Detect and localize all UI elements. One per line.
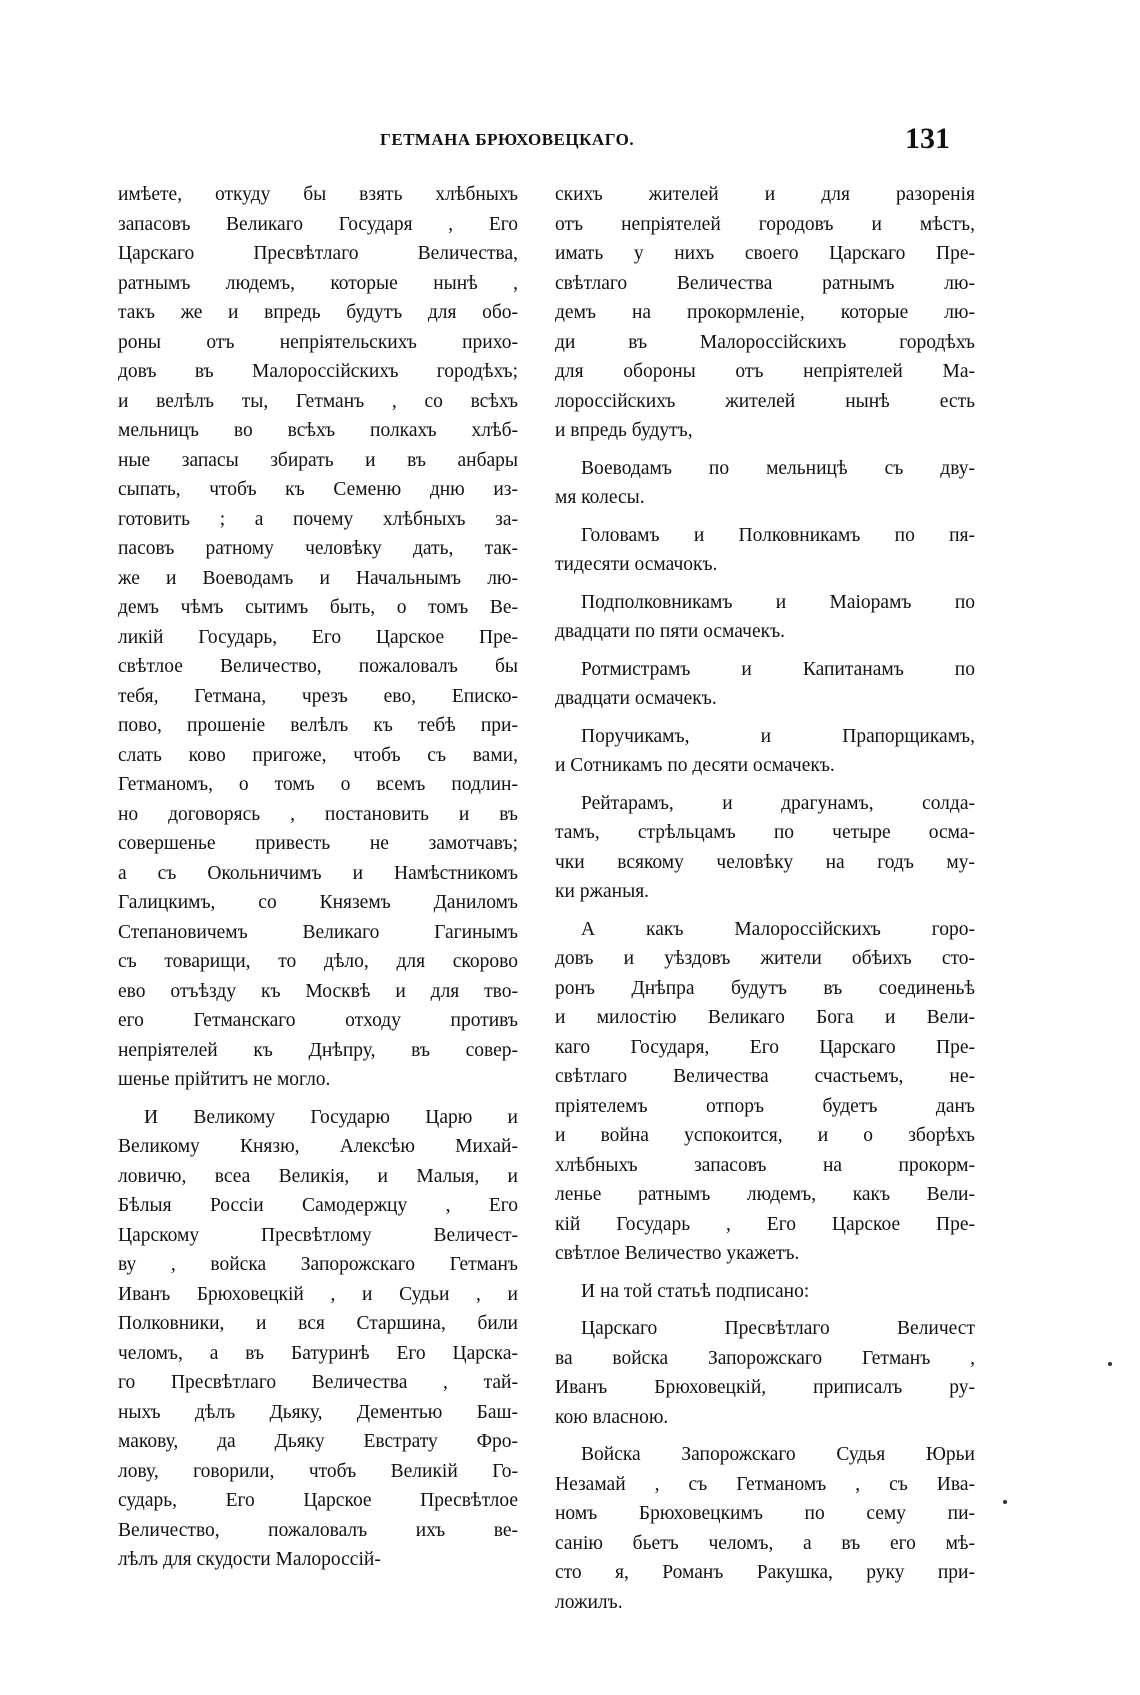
text-line: отъ непріятелей городовъ и мѣстъ, [555, 213, 975, 235]
text-line: Иванъ Брюховецкій, приписалъ ру- [555, 1377, 975, 1398]
text-line: ва войска Запорожскаго Гетманъ , [555, 1347, 975, 1369]
text-line: ди въ Малороссійскихъ городѣхъ [555, 331, 975, 353]
text-line: ронъ Днѣпра будутъ въ соединеньѣ [555, 977, 975, 999]
text-line: Незамай , съ Гетманомъ , съ Ива- [555, 1473, 975, 1495]
text-line: Царскому Пресвѣтлому Величест- [118, 1224, 518, 1246]
text-line: свѣтлаго Величества счастьемъ, не- [555, 1066, 975, 1087]
text-line: сыпать, чтобъ къ Семеню дню из- [118, 479, 518, 500]
text-paragraph [555, 588, 975, 647]
text-line: чки всякому человѣку на годъ му- [555, 851, 975, 873]
text-line: лову, говорили, чтобъ Великій Го- [118, 1460, 518, 1482]
text-line: И Великому Государю Царю и [144, 1106, 518, 1128]
text-line: и велѣлъ ты, Гетманъ , со всѣхъ [118, 390, 518, 412]
text-line: И на той статьѣ подписано: [581, 1280, 810, 1302]
text-line: челомъ, а въ Батуринѣ Его Царска- [118, 1342, 518, 1364]
text-line: свѣтлое Величество укажетъ. [555, 1243, 800, 1264]
text-line: ки ржаныя. [555, 881, 650, 902]
text-line: имать у нихъ своего Царскаго Пре- [555, 243, 975, 264]
text-line: Бѣлыя Россіи Самодержцу , Его [118, 1195, 518, 1216]
text-line: такъ же и впредь будутъ для обо- [118, 302, 518, 323]
text-line: шенье прійтитъ не могло. [118, 1069, 331, 1090]
text-paragraph [555, 1440, 975, 1617]
text-line: кою власною. [555, 1406, 669, 1428]
text-line: запасовъ Великаго Государя , Его [118, 213, 518, 235]
text-line: и впредь будутъ, [555, 420, 693, 441]
text-line: непріятелей къ Днѣпру, въ совер- [118, 1039, 518, 1061]
text-line: ловичю, всеа Великія, и Малыя, и [118, 1165, 518, 1187]
text-line: ленье ратнымъ людемъ, какъ Вели- [555, 1184, 975, 1205]
text-paragraph [555, 915, 975, 1269]
text-line: сударь, Его Царское Пресвѣтлое [118, 1490, 518, 1511]
text-line: Царскаго Пресвѣтлаго Величества, [118, 243, 518, 264]
text-line: хлѣбныхъ запасовъ на прокорм- [555, 1154, 975, 1176]
text-line: скихъ жителей и для разоренія [555, 184, 975, 205]
text-line: совершенье привесть не замотчавъ; [118, 833, 518, 854]
text-line: роны отъ непріятельскихъ прихо- [118, 331, 518, 353]
text-line: довъ и уѣздовъ жители обѣихъ сто- [555, 948, 975, 969]
paper-speck [1108, 1362, 1112, 1366]
text-paragraph [555, 180, 975, 446]
text-paragraph [555, 1314, 975, 1432]
page-number: 131 [905, 122, 950, 155]
text-paragraph [555, 1277, 975, 1307]
text-line: пасовъ ратному человѣку дать, так- [118, 538, 518, 559]
text-line: двадцати осмачекъ. [555, 688, 717, 709]
text-line: ву , войска Запорожскаго Гетманъ [118, 1254, 518, 1275]
text-line: мя колесы. [555, 487, 645, 508]
running-head: ГЕТМАНА БРЮХОВЕЦКАГО. [380, 130, 635, 149]
text-line: ево отъѣзду къ Москвѣ и для тво- [118, 980, 518, 1002]
text-line: А какъ Малороссійскихъ горо- [581, 918, 975, 940]
text-line: тамъ, стрѣльцамъ по четыре осма- [555, 822, 975, 843]
text-line: Галицкимъ, со Княземъ Даниломъ [118, 892, 518, 913]
text-paragraph [555, 454, 975, 513]
text-line: Величество, пожаловалъ ихъ ве- [118, 1519, 518, 1541]
text-line: Воеводамъ по мельницѣ съ дву- [581, 457, 975, 479]
text-line: санію бьетъ челомъ, а въ его мѣ- [555, 1532, 975, 1554]
text-line: Гетманомъ, о томъ о всемъ подлин- [118, 774, 518, 795]
text-paragraph [118, 1103, 518, 1575]
right-text-column [555, 180, 975, 1625]
text-line: тидесяти осмачокъ. [555, 554, 718, 575]
left-text-column [118, 180, 518, 1583]
text-line: имѣете, откуду бы взять хлѣбныхъ [118, 184, 518, 205]
text-line: готовить ; а почему хлѣбныхъ за- [118, 508, 518, 530]
text-line: но договорясь , постановить и въ [118, 803, 518, 825]
text-line: Войска Запорожскаго Судья Юрьи [581, 1444, 975, 1465]
text-line: Головамъ и Полковникамъ по пя- [581, 524, 975, 546]
text-paragraph [555, 655, 975, 714]
text-paragraph [118, 180, 518, 1095]
text-line: каго Государя, Его Царскаго Пре- [555, 1036, 975, 1058]
text-line: ные запасы збирать и въ анбары [118, 449, 518, 471]
text-line: Поручикамъ, и Прапорщикамъ, [581, 725, 975, 747]
text-line: же и Воеводамъ и Начальнымъ лю- [118, 567, 518, 589]
text-line: съ товарищи, то дѣло, для скорово [118, 951, 518, 972]
text-line: го Пресвѣтлаго Величества , тай- [118, 1372, 518, 1393]
text-paragraph [555, 722, 975, 781]
text-paragraph [555, 789, 975, 907]
paper-speck [1003, 1500, 1007, 1504]
text-line: ложилъ. [555, 1591, 623, 1613]
text-line: Степановичемъ Великаго Гагинымъ [118, 921, 518, 943]
text-line: его Гетманскаго отходу противъ [118, 1010, 518, 1031]
text-line: слать ково пригоже, чтобъ съ вами, [118, 744, 518, 766]
text-line: и милостію Великаго Бога и Вели- [555, 1007, 975, 1028]
text-line: двадцати по пяти осмачекъ. [555, 621, 786, 642]
text-line: макову, да Дьяку Евстрату Фро- [118, 1431, 518, 1452]
text-paragraph [555, 521, 975, 580]
text-line: Царскаго Пресвѣтлаго Величест [581, 1318, 975, 1339]
text-line: Иванъ Брюховецкій , и Судьи , и [118, 1283, 518, 1305]
text-line: Великому Князю, Алексѣю Михай- [118, 1136, 518, 1157]
text-line: Рейтарамъ, и драгунамъ, солда- [581, 792, 975, 814]
text-line: сто я, Романъ Ракушка, руку при- [555, 1562, 975, 1583]
text-line: свѣтлое Величество, пожаловалъ бы [118, 656, 518, 677]
text-line: пріятелемъ отпоръ будетъ данъ [555, 1095, 975, 1117]
text-line: а съ Окольничимъ и Намѣстникомъ [118, 862, 518, 884]
text-line: тебя, Гетмана, чрезъ ево, Еписко- [118, 685, 518, 707]
text-line: ликій Государь, Его Царское Пре- [118, 626, 518, 648]
text-line: Ротмистрамъ и Капитанамъ по [581, 658, 975, 680]
text-line: лѣлъ для скудости Малороссій- [118, 1549, 381, 1570]
text-line: кій Государь , Его Царское Пре- [555, 1213, 975, 1235]
text-line: и война успокоится, и о зборѣхъ [555, 1125, 975, 1146]
text-line: демъ на прокормленіе, которые лю- [555, 302, 975, 323]
text-line: свѣтлаго Величества ратнымъ лю- [555, 272, 975, 294]
text-line: довъ въ Малороссійскихъ городѣхъ; [118, 361, 518, 382]
text-line: ратнымъ людемъ, которые нынѣ , [118, 272, 518, 294]
text-line: демъ чѣмъ сытимъ быть, о томъ Ве- [118, 597, 518, 618]
text-line: Полковники, и вся Старшина, били [118, 1313, 518, 1334]
text-line: и Сотникамъ по десяти осмачекъ. [555, 755, 835, 776]
text-line: Подполковникамъ и Маіорамъ по [581, 591, 975, 613]
text-line: мельницъ во всѣхъ полкахъ хлѣб- [118, 420, 518, 441]
text-line: номъ Брюховецкимъ по сему пи- [555, 1503, 975, 1524]
text-line: пово, прошеніе велѣлъ къ тебѣ при- [118, 715, 518, 736]
text-line: для обороны отъ непріятелей Ма- [555, 361, 975, 382]
text-line: ныхъ дѣлъ Дьяку, Дементью Баш- [118, 1401, 518, 1423]
text-line: лороссійскихъ жителей нынѣ есть [555, 390, 975, 412]
